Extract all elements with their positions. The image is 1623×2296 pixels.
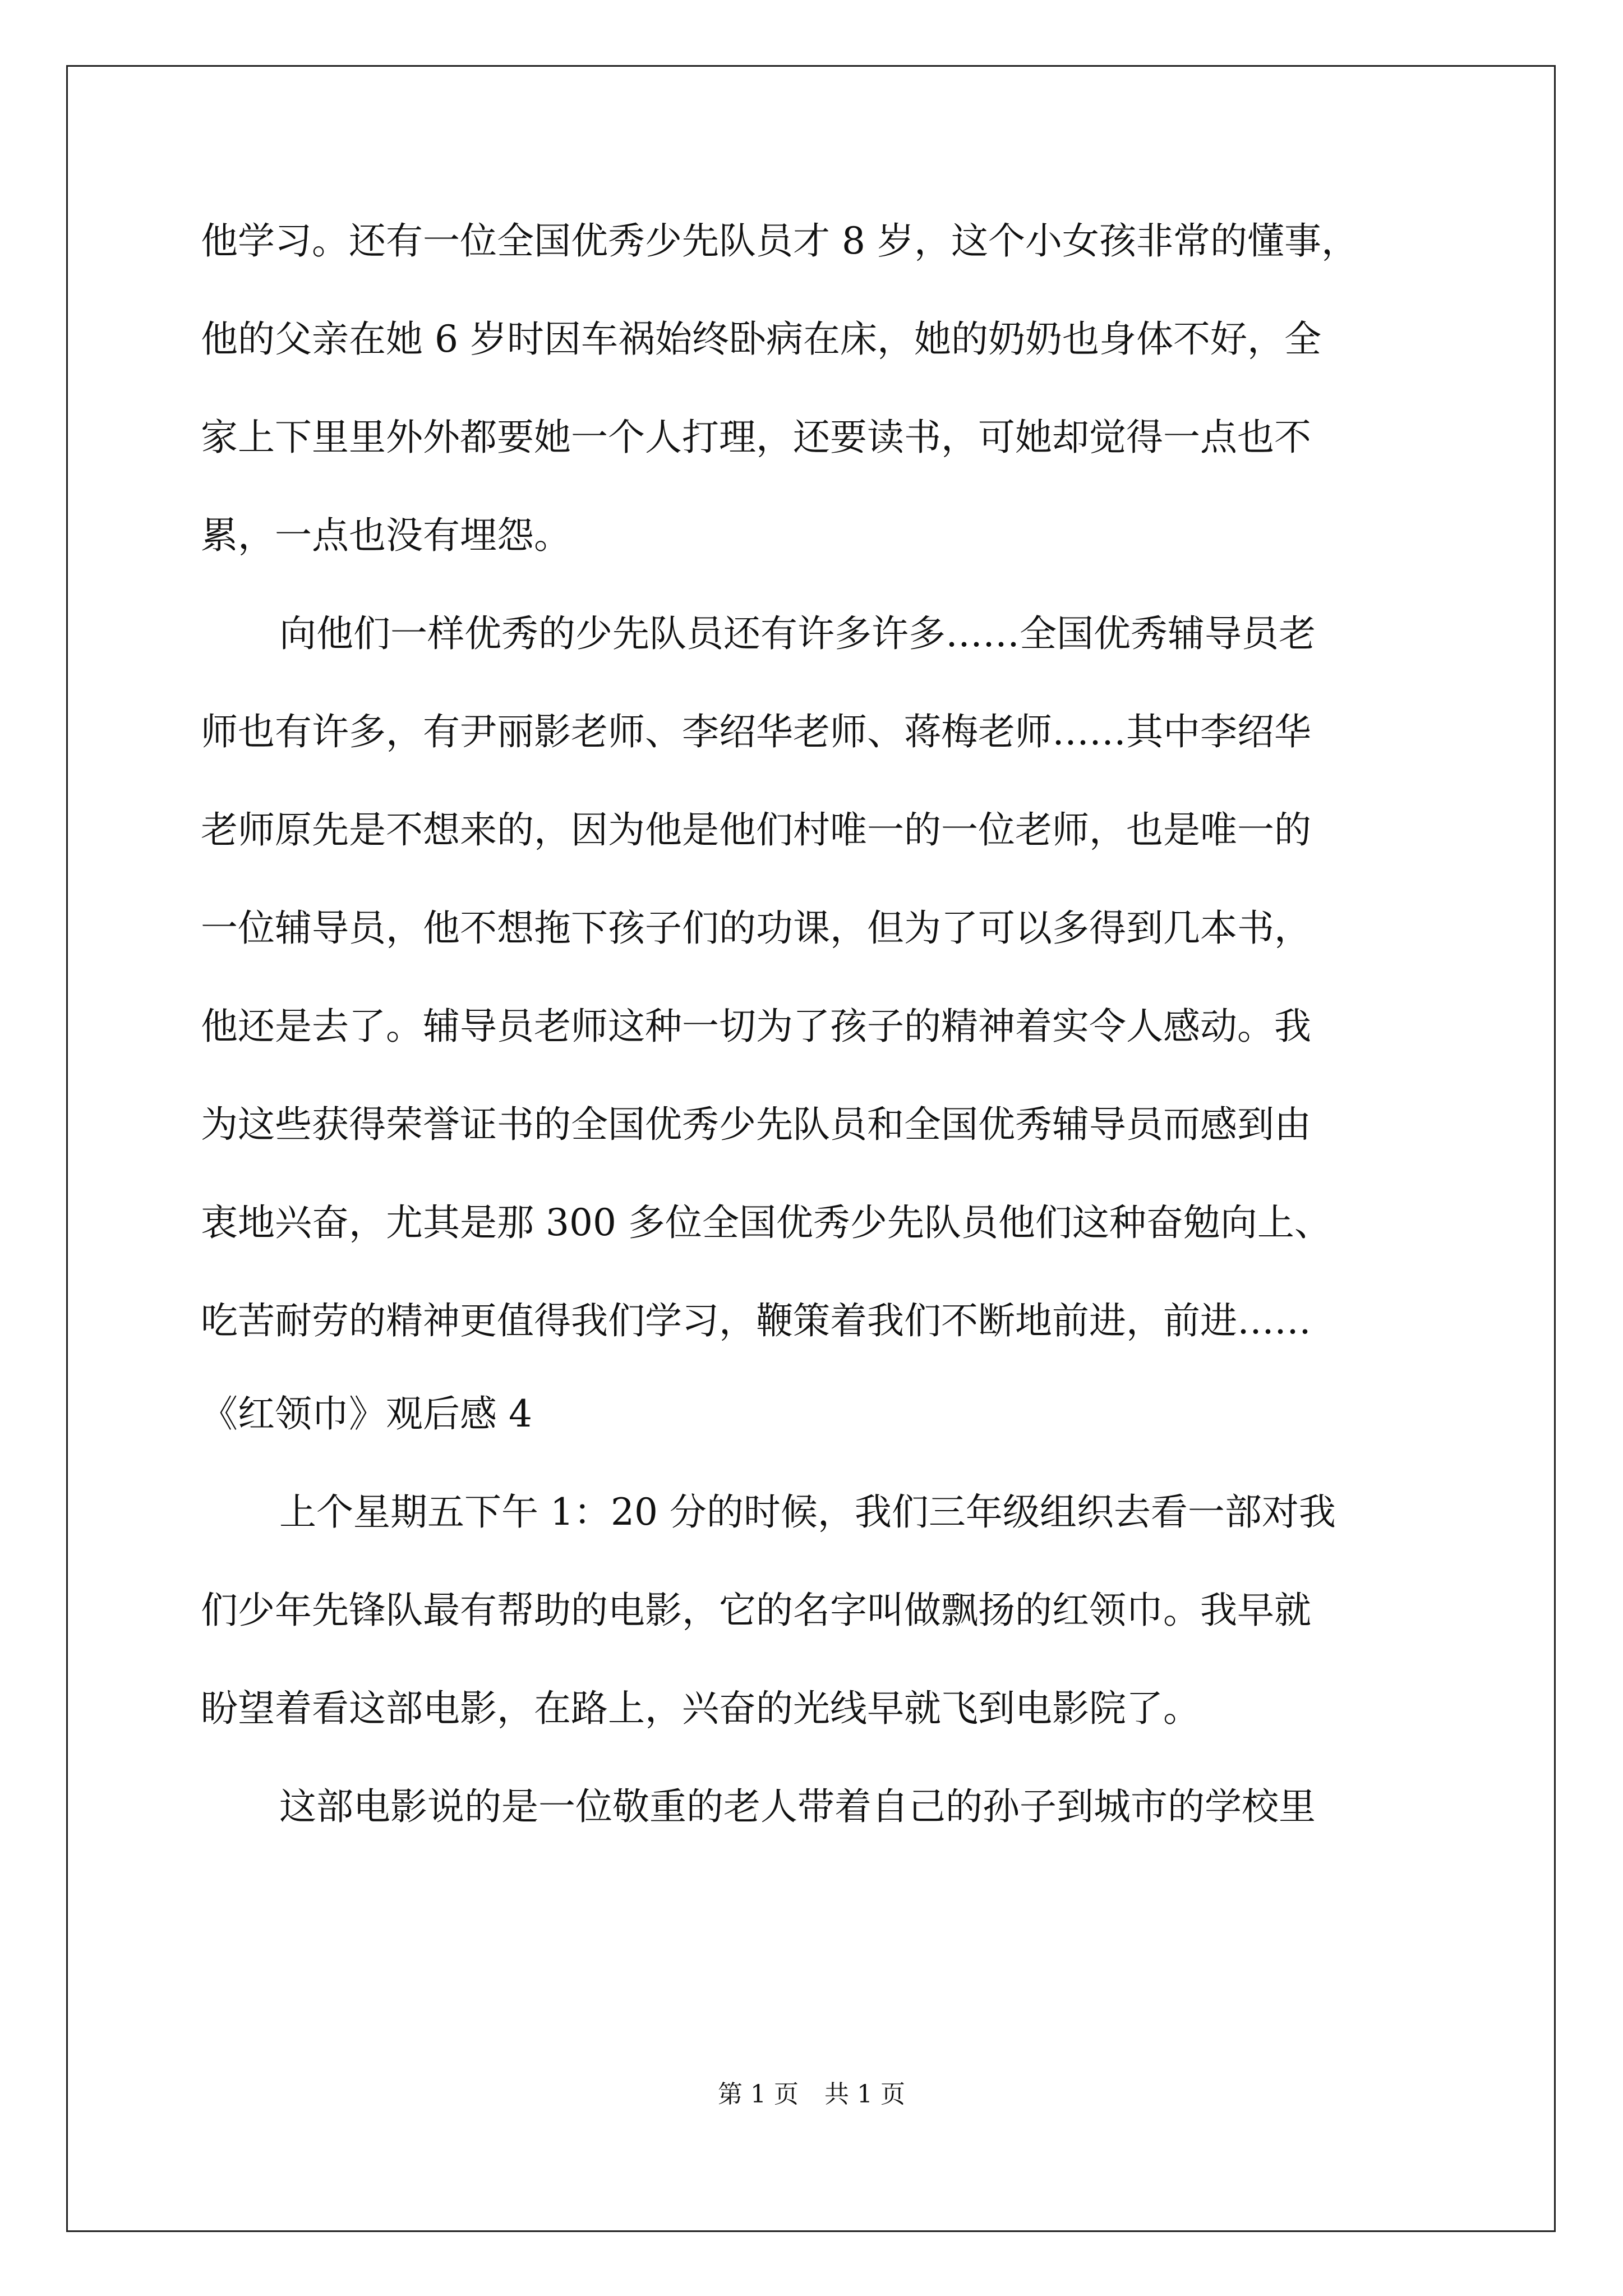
paragraph-start-line: 上个星期五下午 1：20 分的时候，我们三年级组织去看一部对我	[279, 1490, 1336, 1534]
text-line: 家上下里里外外都要她一个人打理，还要读书，可她却觉得一点也不	[201, 416, 1311, 459]
text-line: 为这些获得荣誉证书的全国优秀少先队员和全国优秀辅导员而感到由	[201, 1103, 1311, 1146]
page-number-total: 共 1 页	[824, 2080, 905, 2109]
text-line: 他还是去了。辅导员老师这种一切为了孩子的精神着实令人感动。我	[201, 1005, 1311, 1048]
text-line: 一位辅导员，他不想拖下孩子们的功课，但为了可以多得到几本书，	[201, 907, 1311, 950]
text-line: 衷地兴奋，尤其是那 300 多位全国优秀少先队员他们这种奋勉向上、	[201, 1201, 1331, 1244]
document-body	[201, 216, 1429, 1832]
paragraph-start-line: 向他们一样优秀的少先队员还有许多许多……全国优秀辅导员老	[279, 612, 1316, 655]
text-line: 累，一点也没有埋怨。	[201, 514, 571, 557]
text-line: 师也有许多，有尹丽影老师、李绍华老师、蒋梅老师……其中李绍华	[201, 710, 1311, 753]
text-line: 他学习。还有一位全国优秀少先队员才 8 岁，这个小女孩非常的懂事，	[201, 219, 1358, 263]
text-line: 老师原先是不想来的，因为他是他们村唯一的一位老师，也是唯一的	[201, 808, 1311, 852]
page-number-current: 第 1 页	[718, 2080, 799, 2109]
paragraph-start-line: 这部电影说的是一位敬重的老人带着自己的孙子到城市的学校里	[279, 1785, 1316, 1828]
text-line: 们少年先锋队最有帮助的电影，它的名字叫做飘扬的红领巾。我早就	[201, 1589, 1311, 1632]
text-line: 吃苦耐劳的精神更值得我们学习，鞭策着我们不断地前进，前进……	[201, 1299, 1311, 1342]
section-title: 《红领巾》观后感 4	[201, 1392, 532, 1435]
text-line: 盼望着看这部电影，在路上，兴奋的光线早就飞到电影院了。	[201, 1687, 1200, 1730]
page-footer	[0, 2078, 1623, 2111]
text-line: 他的父亲在她 6 岁时因车祸始终卧病在床，她的奶奶也身体不好，全	[201, 318, 1321, 361]
